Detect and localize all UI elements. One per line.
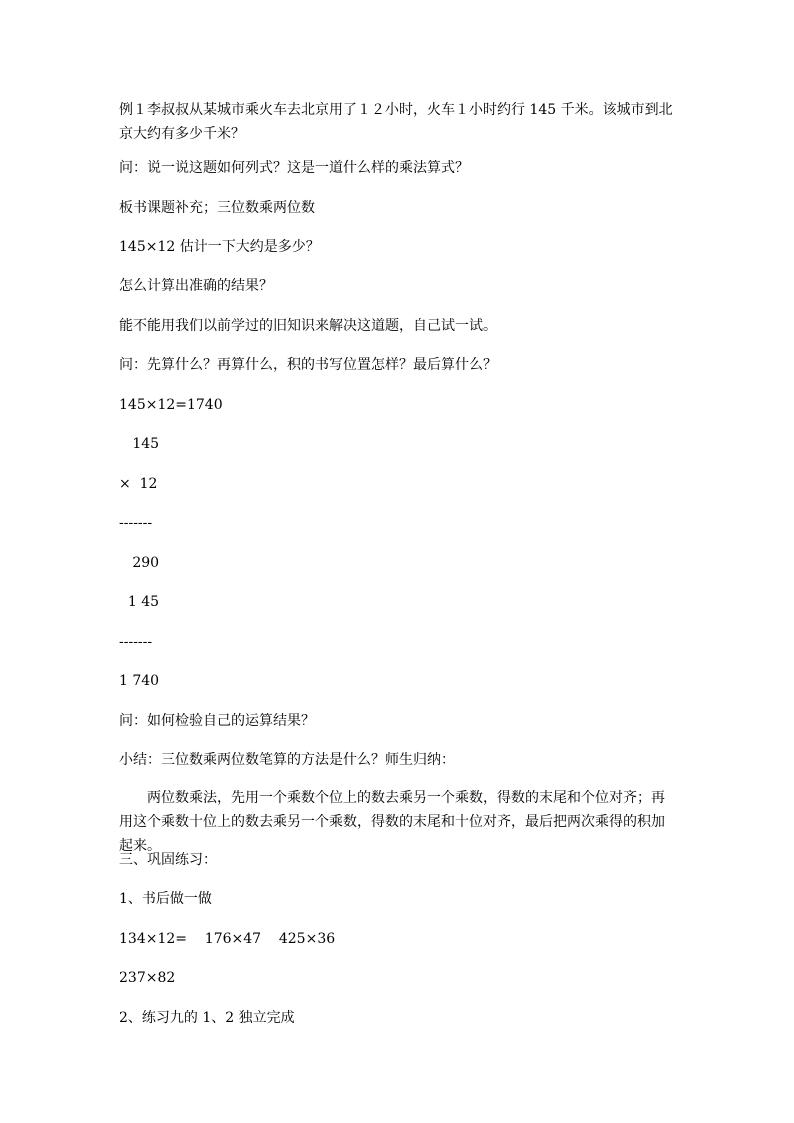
vertical-calc-result: 1 740 [119,673,160,689]
exercise-1: 1、书后做一做 [119,891,212,907]
try-instruction: 能不能用我们以前学过的旧知识来解决这道题，自己试一试。 [119,318,497,334]
vertical-calc-top: 145 [119,436,160,452]
estimate-question: 145×12 估计一下大约是多少？ [119,239,320,255]
vertical-calc-partial-1: 290 [119,555,160,571]
vertical-calc-multiplier: × 12 [119,476,158,492]
exercise-1-item-4: 237×82 [119,970,176,986]
vertical-calc-rule-1: ------- [119,515,153,531]
section-3-heading: 三、巩固练习： [119,852,217,868]
question-2: 问：先算什么？再算什么，积的书写位置怎样？最后算什么？ [119,357,497,373]
vertical-calc-partial-2: 1 45 [119,594,160,610]
equation: 145×12=1740 [119,397,223,413]
vertical-calc-rule-2: ------- [119,634,153,650]
question-3: 问：如何检验自己的运算结果？ [119,713,315,729]
question-1: 问：说一说这题如何列式？这是一道什么样的乘法算式？ [119,160,469,176]
board-note: 板书课题补充；三位数乘两位数 [119,200,315,216]
exercise-1-items: 134×12= 176×47 425×36 [119,931,336,947]
method-paragraph: 两位数乘法，先用一个乘数个位上的数去乘另一个乘数，得数的末尾和个位对齐；再用这个乘数十位上的数去乘另一个乘数，得数的末尾和十位对齐，最后把两次乘得的积加起来。 [119,790,665,854]
calc-question: 怎么计算出准确的结果？ [119,278,273,294]
exercise-2: 2、练习九的 1、2 独立完成 [119,1010,295,1026]
summary: 小结：三位数乘两位数笔算的方法是什么？师生归纳： [119,752,455,768]
example-problem: 例１李叔叔从某城市乘火车去北京用了１２小时，火车１小时约行 145 千米。该城市到北京大约有多少千米？ [119,102,673,142]
